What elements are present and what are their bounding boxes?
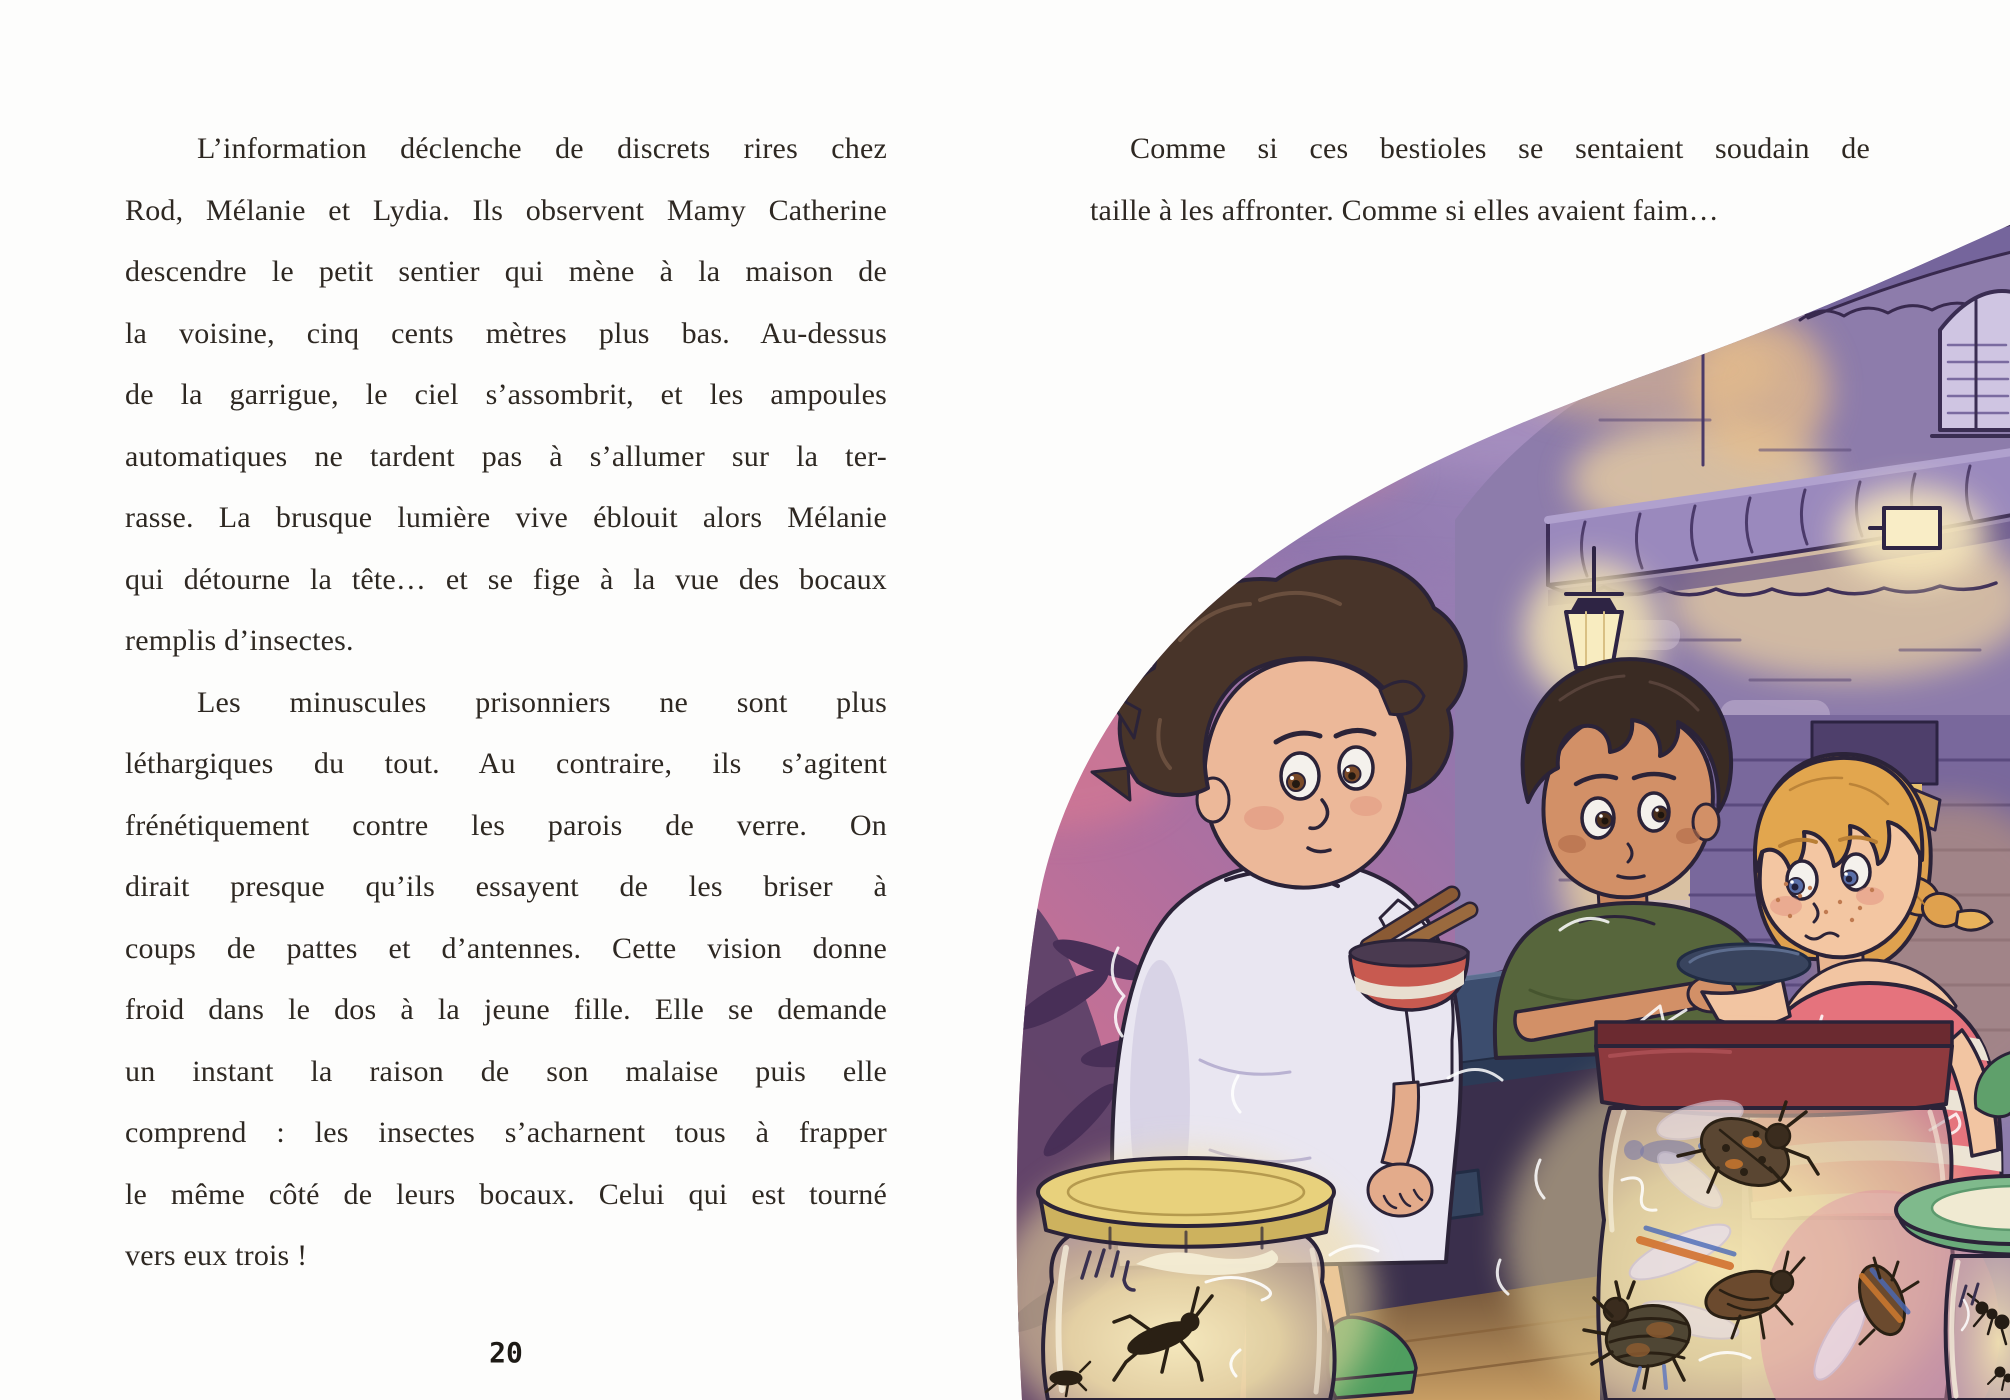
text-line: Rod, Mélanie et Lydia. Ils observent Mamy Catherine (125, 193, 887, 227)
text-line: dirait presque qu’ils essayent de les briser à (125, 870, 887, 903)
text-line: la voisine, cinq cents mètres plus bas. Au-dessus (125, 316, 887, 350)
text-line: le même côté de leurs bocaux. Celui qui est tourné (125, 1177, 887, 1211)
text-line: froid dans le dos à la jeune fille. Elle se demande (125, 993, 887, 1026)
illustration (1005, 215, 2010, 1400)
paragraph (125, 672, 887, 1287)
text-line: coups de pattes et d’antennes. Cette vision donne (125, 931, 887, 965)
text-line: remplis d’insectes. (125, 624, 354, 657)
text-line: Les minuscules prisonniers ne sont plus (197, 685, 887, 719)
left-page-text (125, 118, 887, 1287)
text-line: de la garrigue, le ciel s’assombrit, et les ampoules (125, 378, 887, 411)
text-line: taille à les affronter. Comme si elles avaient faim… (1090, 193, 1719, 227)
text-line: rasse. La brusque lumière vive éblouit alors Mélanie (125, 501, 887, 534)
text-line: descendre le petit sentier qui mène à la maison de (125, 255, 887, 288)
text-line: qui détourne la tête… et se fige à la vue des bocaux (125, 562, 887, 596)
text-line: frénétiquement contre les parois de verre. On (125, 808, 887, 842)
text-line: vers eux trois ! (125, 1239, 308, 1272)
page-number: 20 (489, 1336, 523, 1369)
paragraph (125, 118, 887, 672)
text-line: L’information déclenche de discrets rires chez (197, 132, 887, 165)
text-line: léthargiques du tout. Au contraire, ils s’agitent (125, 747, 887, 780)
text-line: un instant la raison de son malaise puis elle (125, 1054, 887, 1088)
text-line: Comme si ces bestioles se sentaient soudain de (1130, 132, 1870, 165)
text-line: comprend : les insectes s’acharnent tous à frapper (125, 1116, 887, 1149)
jar-yellow-lid (1005, 1150, 1375, 1400)
wall-lamp (1837, 487, 1987, 583)
text-line: automatiques ne tardent pas à s’allumer sur la ter- (125, 439, 887, 473)
